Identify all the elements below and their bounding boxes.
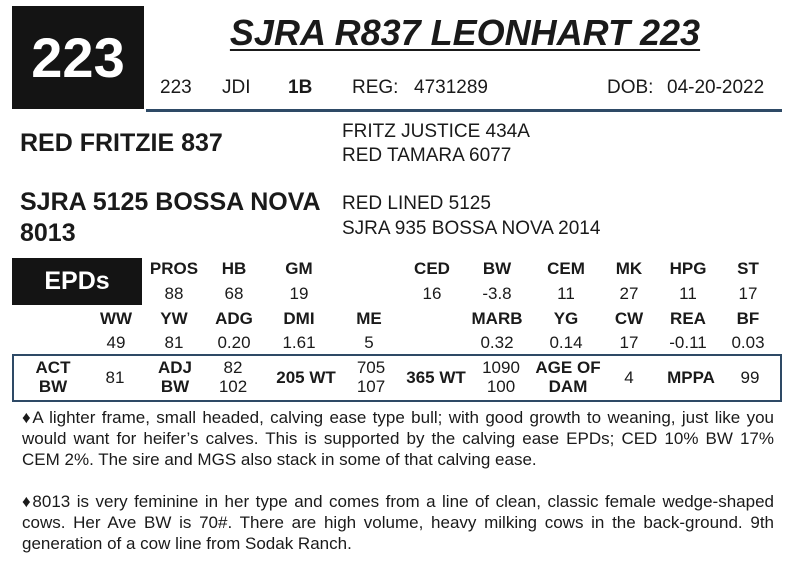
epd-gm-value: 19 bbox=[289, 284, 309, 303]
dam-dam: SJRA 935 BOSSA NOVA 2014 bbox=[342, 218, 601, 239]
actual-weights-box bbox=[12, 354, 782, 402]
epd-hb-value: 68 bbox=[224, 284, 244, 303]
reg-label: REG: bbox=[352, 77, 399, 98]
epd-cw-value: 17 bbox=[619, 333, 639, 352]
epd-bw-header: BW bbox=[482, 259, 512, 278]
epd-pros-header: PROS bbox=[149, 259, 199, 278]
epd-mk-value: 27 bbox=[619, 284, 639, 303]
epd-yw-value: 81 bbox=[164, 333, 184, 352]
epd-ww-value: 49 bbox=[106, 333, 126, 352]
sire-name: RED FRITZIE 837 bbox=[20, 129, 223, 157]
info-code: 1B bbox=[288, 77, 313, 98]
epd-yg-value: 0.14 bbox=[549, 333, 583, 352]
adj-bw-value: 82 bbox=[223, 358, 243, 377]
epd-st-value: 17 bbox=[738, 284, 758, 303]
epd-ced-value: 16 bbox=[422, 284, 442, 303]
description-paragraph-bull: ♦A lighter frame, small headed, calving ease type bull; with good growth to weaning, just like you would want for heifer’s calves. This is supported by the calving ease EPDs; CED 10% BW 17% CEM 2%. The sire and MGS also stack in some of that calving ease. bbox=[22, 408, 774, 469]
mppa-label: MPPA bbox=[667, 368, 715, 387]
epd-cem-header: CEM bbox=[547, 259, 585, 278]
wt365-value: 1090 bbox=[482, 358, 520, 377]
mppa-value: 99 bbox=[740, 368, 760, 387]
wt205-value: 705 bbox=[356, 358, 386, 377]
epd-marb-value: 0.32 bbox=[480, 333, 514, 352]
adj-bw-ratio: 102 bbox=[218, 377, 248, 396]
epd-me-header: ME bbox=[356, 309, 382, 328]
epd-ced-header: CED bbox=[414, 259, 450, 278]
wt205-label: 205 WT bbox=[276, 368, 336, 387]
lot-number: 223 bbox=[31, 26, 125, 89]
dam-name-line2: 8013 bbox=[20, 219, 76, 247]
sire-dam: RED TAMARA 6077 bbox=[342, 145, 512, 166]
lot-number-box bbox=[12, 6, 144, 109]
epd-dmi-value: 1.61 bbox=[282, 333, 316, 352]
act-bw-label-bottom: BW bbox=[38, 377, 68, 396]
animal-title: SJRA R837 LEONHART 223 bbox=[229, 12, 701, 53]
act-bw-label-top: ACT bbox=[35, 358, 71, 377]
age-of-dam-label-top: AGE OF bbox=[535, 358, 601, 377]
age-of-dam-value: 4 bbox=[624, 368, 634, 387]
epd-hpg-header: HPG bbox=[669, 259, 707, 278]
epd-bw-value: -3.8 bbox=[482, 284, 512, 303]
epd-gm-header: GM bbox=[285, 259, 313, 278]
epd-label: EPDs bbox=[44, 267, 110, 295]
info-prefix: JDI bbox=[222, 77, 251, 98]
wt365-ratio: 100 bbox=[486, 377, 516, 396]
act-bw-value: 81 bbox=[105, 368, 125, 387]
epd-cw-header: CW bbox=[614, 309, 644, 328]
epd-adg-header: ADG bbox=[215, 309, 253, 328]
epd-bf-header: BF bbox=[736, 309, 760, 328]
epd-label-box bbox=[12, 258, 142, 305]
epd-adg-value: 0.20 bbox=[217, 333, 251, 352]
epd-hb-header: HB bbox=[221, 259, 247, 278]
epd-ww-header: WW bbox=[99, 309, 133, 328]
epd-rea-value: -0.11 bbox=[669, 333, 707, 352]
epd-marb-header: MARB bbox=[471, 309, 523, 328]
epd-st-header: ST bbox=[737, 259, 759, 278]
epd-yw-header: YW bbox=[160, 309, 188, 328]
epd-pros-value: 88 bbox=[164, 284, 184, 303]
sire-sire: FRITZ JUSTICE 434A bbox=[342, 121, 530, 142]
epd-hpg-value: 11 bbox=[679, 284, 697, 303]
age-of-dam-label-bottom: DAM bbox=[548, 377, 588, 396]
wt205-ratio: 107 bbox=[356, 377, 386, 396]
epd-dmi-header: DMI bbox=[283, 309, 315, 328]
dob-value: 04-20-2022 bbox=[667, 77, 765, 98]
wt365-label: 365 WT bbox=[406, 368, 466, 387]
epd-me-value: 5 bbox=[364, 333, 374, 352]
epd-bf-value: 0.03 bbox=[731, 333, 765, 352]
dam-sire: RED LINED 5125 bbox=[342, 193, 491, 214]
description-paragraph-dam: ♦8013 is very feminine in her type and comes from a line of clean, classic female wedge-shaped cows. Her Ave BW is 70#. There are high volume, heavy milking cows in the back-ground. 9th generation of a cow line from Sodak Ranch. bbox=[22, 492, 774, 553]
epd-mk-header: MK bbox=[615, 259, 643, 278]
dam-name-line1: SJRA 5125 BOSSA NOVA bbox=[20, 188, 321, 216]
adj-bw-label-bottom: BW bbox=[160, 377, 190, 396]
dob-label: DOB: bbox=[607, 77, 654, 98]
epd-cem-value: 11 bbox=[557, 284, 575, 303]
info-tag: 223 bbox=[160, 77, 192, 98]
epd-rea-header: REA bbox=[670, 309, 706, 328]
adj-bw-label-top: ADJ bbox=[157, 358, 192, 377]
header-divider bbox=[146, 109, 782, 112]
reg-value: 4731289 bbox=[414, 77, 488, 98]
epd-yg-header: YG bbox=[553, 309, 579, 328]
